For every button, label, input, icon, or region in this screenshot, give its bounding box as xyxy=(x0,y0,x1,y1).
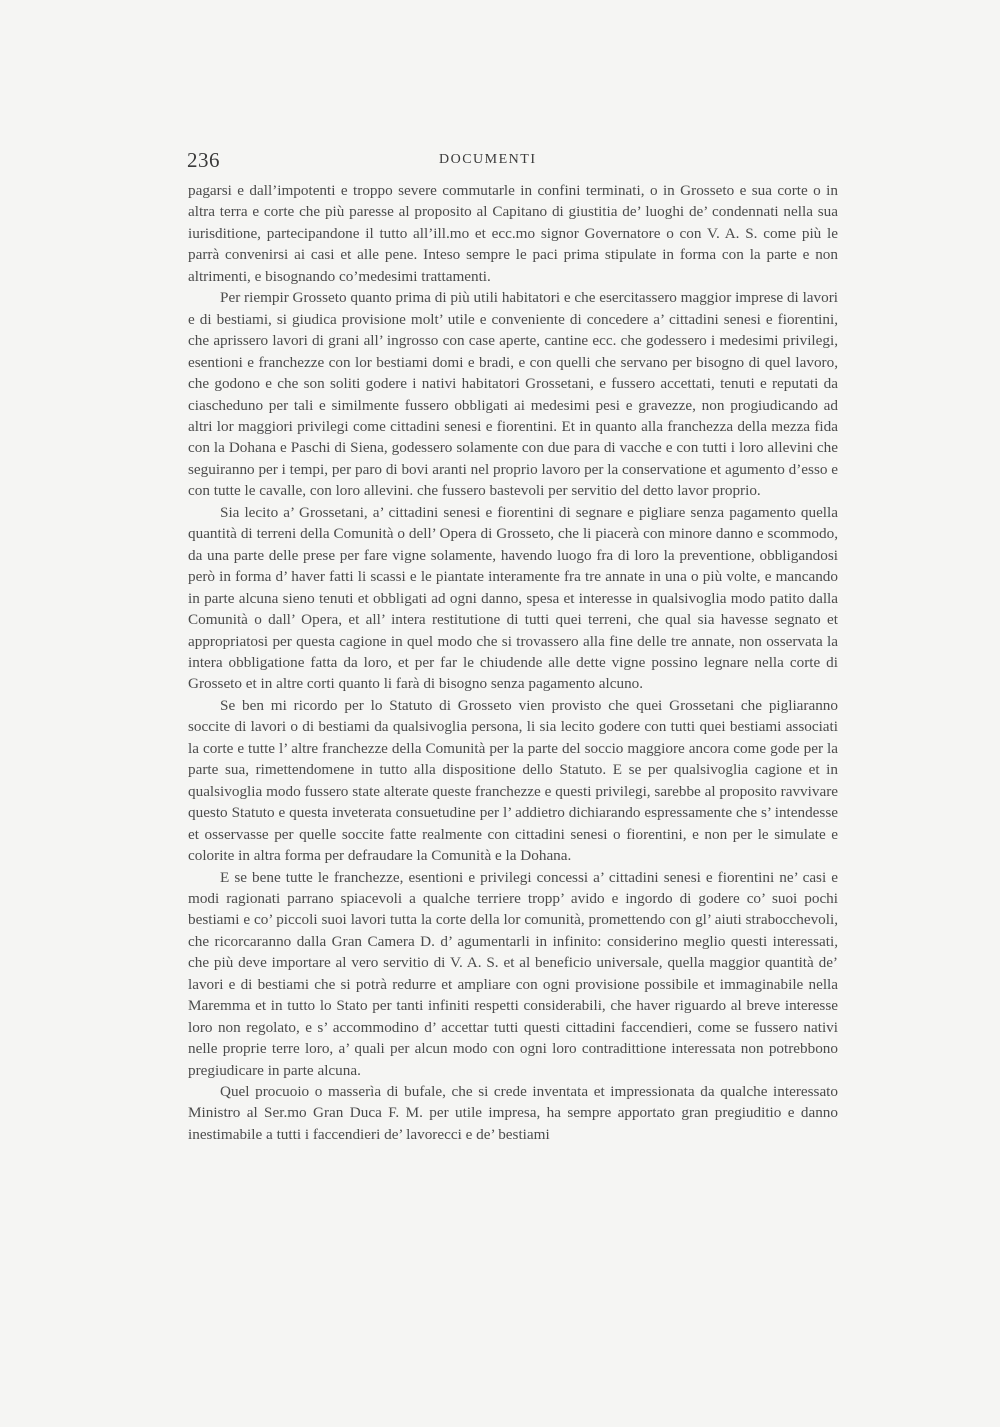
paragraph: Se ben mi ricordo per lo Statuto di Grosseto vien provisto che quei Grossetani che pigliaranno soccite di lavori o di bestiami da qualsivoglia persona, li sia lecito godere con tutti quei bestiami associati la corte e tutte l’ altre franchezze della Comunità per la parte del soccio maggiore ancora come gode per la parte sua, rimettendomene in tutto alla dispositione dello Statuto. E se per qualsivoglia cagione et in qualsivoglia modo fussero state alterate queste franchezze e questi privilegi, sarebbe al proposito ravvivare questo Statuto e questa inveterata consuetudine per l’ addietro dichiarando espressamente che s’ intendesse et osservasse per quelle soccite fatte realmente con cittadini senesi o fiorentini, e non per le simulate e colorite in altra forma per defraudare la Comunità e la Dohana. xyxy=(188,696,838,865)
paragraph: Per riempir Grosseto quanto prima di più utili habitatori e che esercitassero maggior imprese di lavori e di bestiami, si giudica provisione molt’ utile e conveniente di concedere a’ cittadini senesi e fiorentini, che aprissero lavori di grani all’ ingrosso con case aperte, cantine ecc. che godessero i medesimi privilegi, esentioni e franchezze con lor bestiami domi e bradi, e con quelli che servano per bisogno di quel lavoro, che godono e che son soliti godere i nativi habitatori Grossetani, e fussero accettati, tenuti e reputati da ciascheduno per tali e similmente fussero obbligati ai medesimi pesi e gravezze, non progiudicando ad altri lor maggiori privilegi come cittadini senesi e fiorentini. Et in quanto alla franchezza della mezza fida con la Dohana e Paschi di Siena, godessero solamente con due para di vacche e con tutti i loro allevini che seguiranno per i tempi, per paro di bovi aranti nel proprio lavoro per la conservatione et agumento d’esso e con tutte le cavalle, con loro allevini. che fussero bastevoli per servitio del detto lavor proprio. xyxy=(188,289,838,500)
page-number: 236 xyxy=(187,148,220,172)
body-text xyxy=(188,180,838,1145)
page-header xyxy=(187,148,837,172)
paragraph: pagarsi e dall’impotenti e troppo severe commutarle in confini terminati, o in Grosseto e sua corte o in altra terra e corte che più paresse al proposito al Capitano di giustitia de’ luoghi de’ condennati nella sua iurisditione, partecipandone il tutto all’ill.mo et ecc.mo signor Governatore o con V. A. S. come più le parrà convenirsi ai casi et alle pene. Inteso sempre le paci prima stipulate in forma con la parte e non altrimenti, e bisognando co’medesimi trattamenti. xyxy=(188,182,838,285)
running-title: DOCUMENTI xyxy=(439,152,537,167)
paragraph: Quel procuoio o masserìa di bufale, che si crede inventata et impressionata da qualche interessato Ministro al Ser.mo Gran Duca F. M. per utile impresa, ha sempre apportato gran pregiuditio e danno inestimabile a tutti i faccendieri de’ lavorecci e de’ bestiami xyxy=(188,1083,838,1143)
paragraph: E se bene tutte le franchezze, esentioni e privilegi concessi a’ cittadini senesi e fiorentini ne’ casi e modi ragionati parrano spiacevoli a qualche terriere tropp’ avido e ingordo di godere co’ suoi pochi bestiami e co’ piccoli suoi lavori tutta la corte della lor comunità, promettendo con gl’ aiuti strabocchevoli, che ricorcaranno dalla Gran Camera D. d’ agumentarli in infinito: considerino meglio questi interessati, che più deve importare al vero servitio di V. A. S. et al beneficio universale, quella maggior quantità de’ lavori e di bestiami che si potrà redurre et ampliare con ogni provisione possibile et immaginabile nella Maremma et in tutto lo Stato per tanti infiniti respetti considerabili, che haver riguardo al breve interesse loro non regolato, e s’ accommodino d’ accettar tutti questi cittadini faccendieri, come se fussero nativi nelle proprie terre loro, a’ quali per alcun modo con ogni loro contradittione interessata non potrebbono pregiudicare in parte alcuna. xyxy=(188,868,838,1079)
paragraph: Sia lecito a’ Grossetani, a’ cittadini senesi e fiorentini di segnare e pigliare senza pagamento quella quantità di terreni della Comunità o dell’ Opera di Grosseto, che li piacerà con minore danno e scommodo, da una parte delle prese per fare vigne solamente, havendo luogo fra di loro la preventione, obbligandosi però in forma d’ haver fatti li scassi e le piantate interamente fra tre annate in una o più volte, e mancando in parte alcuna sieno tenuti et obbligati ad ogni danno, spesa et interesse in qualsivoglia modo patito dalla Comunità o dall’ Opera, et all’ intera restitutione di tutti quei terreni, che qual sia havesse segnato et appropriatosi per questa cagione in quel modo che si trovassero alla fine delle tre annate, non osservata la intera obbligatione fatta da loro, et per far le chiudende alle dette vigne possino legnare nella corte di Grosseto et in altre corti quanto li farà di bisogno senza pagamento alcuno. xyxy=(188,503,838,693)
